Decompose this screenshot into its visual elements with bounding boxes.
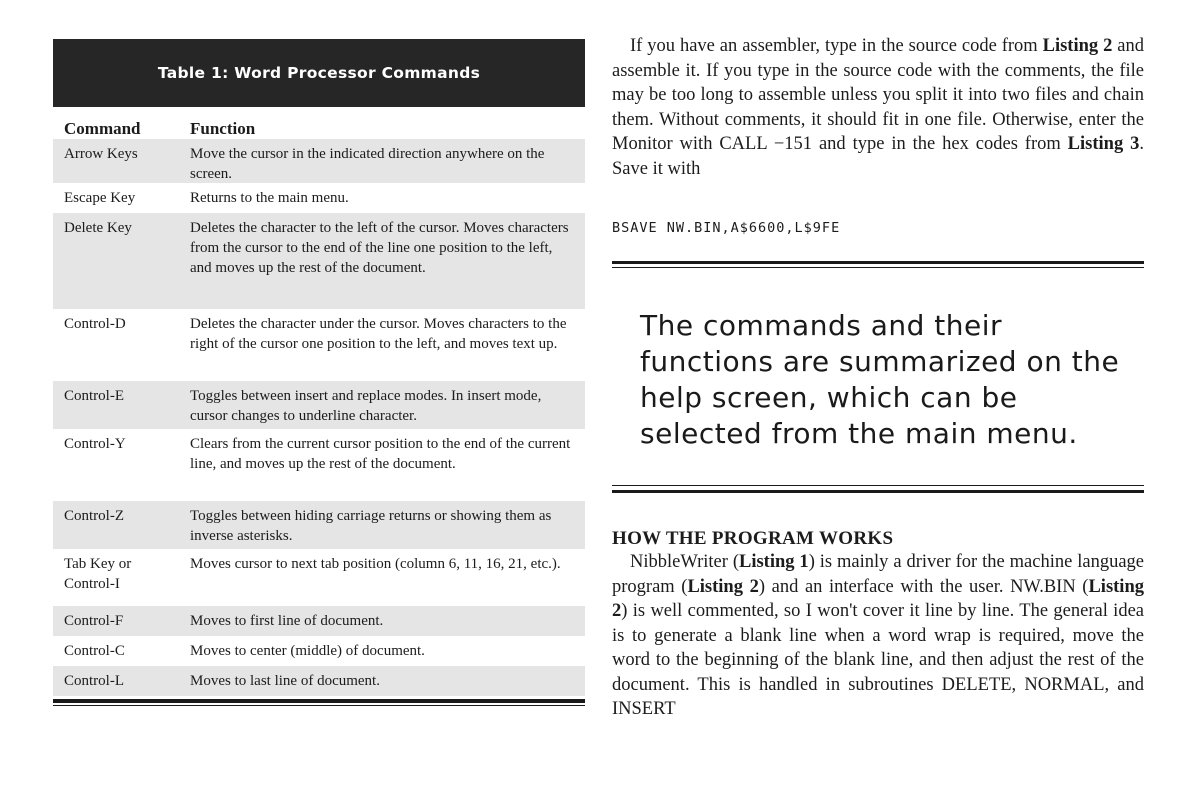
table-row	[53, 213, 585, 309]
command-text: Control-F	[64, 613, 124, 629]
function-cell: Deletes the character under the cursor. Moves characters to the right of the cursor one position to the left, and moves text up.	[190, 316, 567, 352]
function-cell: Toggles between hiding carriage returns or showing them as inverse asterisks.	[190, 508, 552, 544]
table-row	[53, 309, 585, 381]
table-row	[53, 139, 585, 183]
command-text: Escape Key	[64, 190, 136, 206]
command-cell	[64, 218, 184, 238]
function-cell: Moves to first line of document.	[190, 613, 384, 629]
section-heading: HOW THE PROGRAM WORKS	[612, 528, 894, 549]
table-row	[53, 636, 585, 666]
table-title: Table 1: Word Processor Commands	[53, 39, 585, 107]
command-text: Arrow Keys	[64, 146, 138, 162]
table-bottom-rule	[53, 699, 585, 703]
function-cell: Returns to the main menu.	[190, 190, 349, 206]
command-cell	[64, 434, 184, 454]
command-text: Control-E	[64, 388, 124, 404]
commands-table	[53, 39, 585, 689]
command-text: Delete Key	[64, 220, 132, 236]
function-cell: Move the cursor in the indicated direction anywhere on the screen.	[190, 146, 545, 182]
table-row	[53, 606, 585, 636]
command-text: Control-Y	[64, 436, 126, 452]
intro-paragraph: If you have an assembler, type in the source code from Listing 2 and assemble it. If you type in the source code with the comments, the file may be too long to assemble unless you split it into two files and chain them. Without comments, it should fit in one file. Otherwise, enter the Monitor with CALL −151 and type in the hex codes from Listing 3. Save it with	[612, 36, 1144, 179]
pull-quote-top-rule-thin	[612, 267, 1144, 268]
pull-quote-top-rule	[612, 261, 1144, 264]
command-cell	[64, 188, 184, 208]
section-paragraph: NibbleWriter (Listing 1) is mainly a driver for the machine language program (Listing 2) and an interface with the user. NW.BIN (Listing 2) is well commented, so I won't cover it line by line. The general idea is to generate a blank line when a word wrap is required, move the word to the beginning of the blank line, and then adjust the rest of the document. This is handled in subroutines DELETE, NORMAL, and INSERT	[612, 552, 1144, 719]
command-cell	[64, 314, 184, 334]
function-cell: Moves cursor to next tab position (column 6, 11, 16, 21, etc.).	[190, 556, 561, 572]
table-column-headers	[53, 107, 585, 139]
command-text: Control-I	[64, 576, 120, 592]
table-body	[53, 139, 585, 734]
table-row	[53, 666, 585, 696]
function-cell: Moves to center (middle) of document.	[190, 643, 425, 659]
function-cell: Moves to last line of document.	[190, 673, 380, 689]
column-header-command: Command	[64, 119, 141, 138]
table-row	[53, 549, 585, 606]
command-cell	[64, 506, 184, 526]
command-cell	[64, 611, 184, 631]
column-header-function: Function	[190, 119, 256, 138]
table-row	[53, 381, 585, 429]
command-text: Tab Key or	[64, 556, 132, 572]
table-row	[53, 429, 585, 501]
command-text: Control-L	[64, 673, 124, 689]
code-snippet: BSAVE NW.BIN,A$6600,L$9FE	[612, 220, 841, 236]
command-text: Control-D	[64, 316, 126, 332]
table-row	[53, 501, 585, 549]
pull-quote-bottom-rule	[612, 490, 1144, 493]
table-bottom-rule-thin	[53, 705, 585, 706]
command-cell	[64, 144, 184, 164]
pull-quote: The commands and their functions are summarized on the help screen, which can be selected from the main menu.	[640, 309, 1120, 450]
section-body	[612, 550, 1144, 722]
command-text: Control-Z	[64, 508, 124, 524]
table-row	[53, 183, 585, 213]
function-cell: Clears from the current cursor position to the end of the current line, and moves up the rest of the document.	[190, 436, 571, 472]
pull-quote-bottom-rule-thin	[612, 485, 1144, 486]
command-text: Control-C	[64, 643, 125, 659]
function-cell: Toggles between insert and replace modes. In insert mode, cursor changes to underline character.	[190, 388, 542, 424]
command-cell	[64, 386, 184, 406]
function-cell: Deletes the character to the left of the cursor. Moves characters from the cursor to the end of the line one position to the left, and moves up the rest of the document.	[190, 220, 569, 276]
command-cell	[64, 554, 184, 594]
command-cell	[64, 641, 184, 661]
command-cell	[64, 671, 184, 691]
intro-column	[612, 34, 1144, 181]
